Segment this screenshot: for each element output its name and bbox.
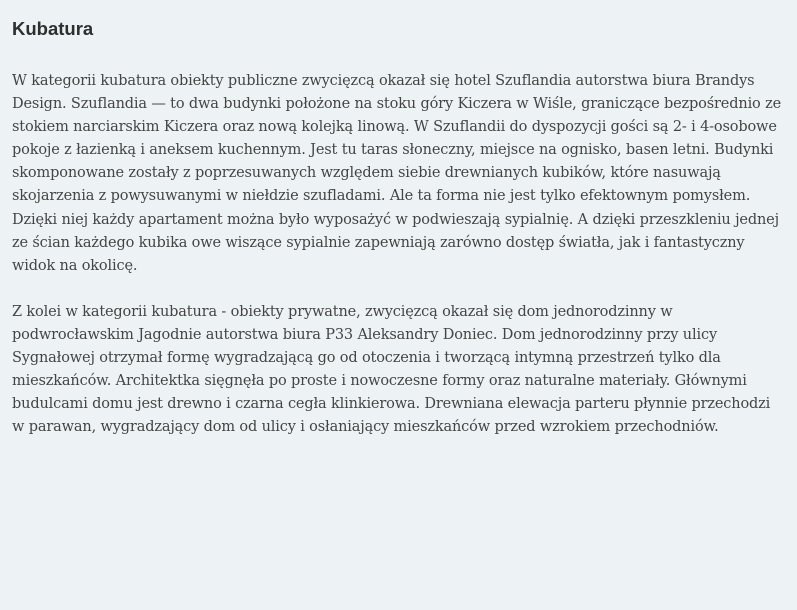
paragraph-public-objects: W kategorii kubatura obiekty publiczne zwycięzcą okazał się hotel Szuflandia autorstwa biura Brandys Design. Szuflandia — to dwa budynki położone na stoku góry Kiczera w Wiśle, graniczące bezpośrednio ze stokiem narciarskim Kiczera oraz nową kolejką linową. W Szuflandii do dyspozycji gości są 2- i 4-osobowe pokoje z łazienką i aneksem kuchennym. Jest tu taras słoneczny, miejsce na ognisko, basen letni. Budynki skomponowane zostały z poprzesuwanych względem siebie drewnianych kubików, które nasuwają skojarzenia z powysuwanymi w niełdzie szufladami. Ale ta forma nie jest tylko efektownym pomysłem. Dzięki niej każdy apartament można było wyposażyć w podwieszają sypialnię. A dzięki przeszkleniu jednej ze ścian każdego kubika owe wiszące sypialnie zapewniają zarówno dostęp światła, jak i fantastyczny widok na okolicę. — [12, 73, 782, 274]
paragraph-private-objects: Z kolei w kategorii kubatura - obiekty prywatne, zwycięzcą okazał się dom jednorodzinny w podwrocławskim Jagodnie autorstwa biura P33 Aleksandry Doniec. Dom jednorodzinny przy ulicy Sygnałowej otrzymał formę wygradzającą go od otoczenia i tworzącą intymną przestrzeń tylko dla mieszkańców. Architektka sięgnęła po proste i nowoczesne formy oraz naturalne materiały. Głównymi budulcami domu jest drewno i czarna cegła klinkierowa. Drewniana elewacja parteru płynnie przechodzi w parawan, wygradzający dom od ulicy i osłaniający mieszkańców przed wzrokiem przechodniów. — [12, 303, 771, 436]
section-heading: Kubatura — [12, 18, 94, 39]
